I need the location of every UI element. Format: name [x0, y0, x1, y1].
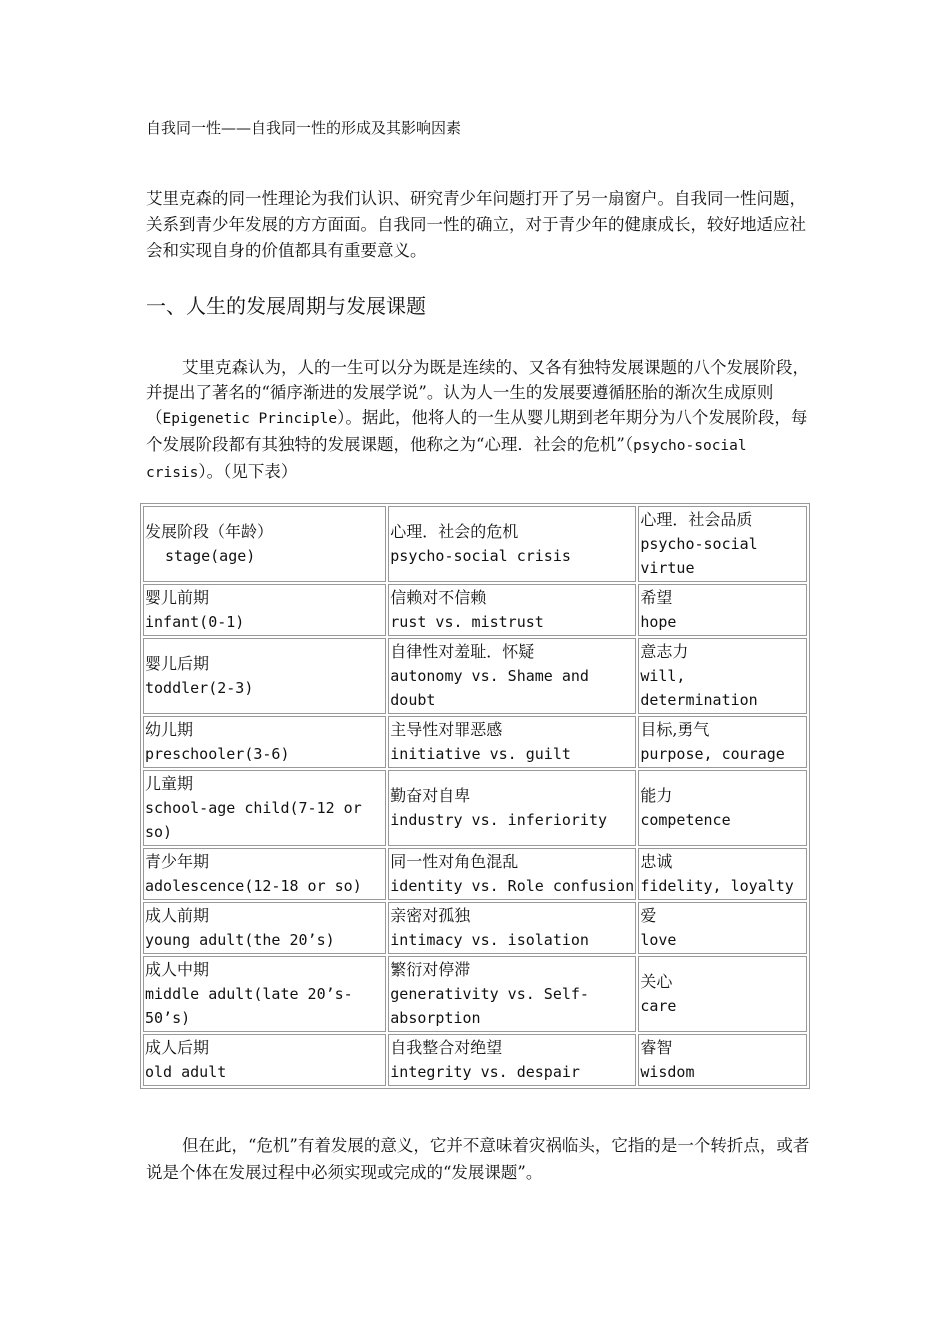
cell-text: 自我整合对绝望	[390, 1038, 503, 1057]
intro-paragraph: 艾里克森的同一性理论为我们认识、研究青少年问题打开了另一扇窗户。自我同一性问题，关系到青少年发展的方方面面。自我同一性的确立，对于青少年的健康成长，较好地适应社会和实现自身的价值都具有重要意义。	[146, 189, 806, 260]
cell-text: 意志力	[640, 642, 689, 661]
table-row	[143, 902, 807, 954]
cell-text: 勤奋对自卑	[390, 786, 471, 805]
header-virtue-en: psycho-social virtue	[640, 535, 758, 577]
cell-text: 忠诚	[640, 852, 673, 871]
page-title: 自我同一性——自我同一性的形成及其影响因素	[146, 119, 462, 137]
cell-crisis	[388, 584, 636, 636]
cell-text: care	[640, 997, 677, 1015]
cell-text: 关心	[640, 972, 673, 991]
cell-text: 婴儿前期	[145, 588, 210, 607]
cell-stage	[143, 716, 386, 768]
cell-text: 爱	[640, 906, 657, 925]
table-row	[143, 1034, 807, 1086]
cell-text: adolescence(12-18 or so)	[145, 877, 362, 895]
cell-crisis	[388, 1034, 636, 1086]
paragraph-text: ）。（见下表）	[198, 462, 298, 481]
cell-text: 主导性对罪恶感	[390, 720, 503, 739]
cell-stage	[143, 584, 386, 636]
cell-text: 亲密对孤独	[390, 906, 471, 925]
term-epigenetic: Epigenetic Principle	[162, 411, 338, 427]
header-crisis-zh: 心理．社会的危机	[390, 522, 519, 541]
cell-crisis	[388, 716, 636, 768]
cell-virtue	[638, 770, 807, 846]
cell-text: competence	[640, 811, 731, 829]
table-row	[143, 584, 807, 636]
cell-text: 青少年期	[145, 852, 210, 871]
table-row	[143, 638, 807, 714]
cell-text: 希望	[640, 588, 673, 607]
table-header-row	[143, 506, 807, 582]
cell-text: will, determination	[640, 667, 758, 709]
cell-text: love	[640, 931, 677, 949]
header-stage	[143, 506, 386, 582]
cell-virtue	[638, 638, 807, 714]
cell-virtue	[638, 902, 807, 954]
cell-text: 信赖对不信赖	[390, 588, 487, 607]
cell-crisis	[388, 902, 636, 954]
cell-text: 目标,勇气	[640, 720, 710, 739]
table-row	[143, 770, 807, 846]
cell-stage	[143, 638, 386, 714]
term-psychosocial: psycho-social crisis	[146, 438, 747, 481]
cell-virtue	[638, 584, 807, 636]
cell-text: 繁衍对停滞	[390, 960, 471, 979]
cell-text: purpose, courage	[640, 745, 785, 763]
paragraph-stages-intro	[146, 355, 810, 486]
cell-text: initiative vs. guilt	[390, 745, 571, 763]
table-row	[143, 956, 807, 1032]
cell-text: integrity vs. despair	[390, 1063, 580, 1081]
table-row	[143, 716, 807, 768]
cell-text: 成人前期	[145, 906, 210, 925]
cell-text: generativity vs. Self-absorption	[390, 985, 589, 1027]
cell-text: preschooler(3-6)	[145, 745, 290, 763]
table-row	[143, 848, 807, 900]
header-virtue	[638, 506, 807, 582]
cell-stage	[143, 956, 386, 1032]
paragraph-crisis-meaning: 但在此，“危机”有着发展的意义，它并不意味着灾祸临头，它指的是一个转折点，或者说是个体在发展过程中必须实现或完成的“发展课题”。	[146, 1136, 810, 1182]
cell-crisis	[388, 770, 636, 846]
cell-text: rust vs. mistrust	[390, 613, 544, 631]
cell-text: old adult	[145, 1063, 227, 1081]
cell-text: 同一性对角色混乱	[390, 852, 519, 871]
cell-crisis	[388, 848, 636, 900]
cell-text: middle adult(late 20’s-50’s)	[145, 985, 353, 1027]
cell-text: 儿童期	[145, 774, 194, 793]
cell-text: 能力	[640, 786, 673, 805]
cell-virtue	[638, 848, 807, 900]
cell-text: 婴儿后期	[145, 654, 210, 673]
cell-text: intimacy vs. isolation	[390, 931, 589, 949]
cell-text: infant(0-1)	[145, 613, 245, 631]
header-stage-en: stage(age)	[165, 547, 256, 565]
development-stages-table	[140, 503, 810, 1089]
cell-text: school-age child(7-12 or so)	[145, 799, 362, 841]
cell-virtue	[638, 716, 807, 768]
cell-virtue	[638, 956, 807, 1032]
section-heading: 一、人生的发展周期与发展课题	[146, 294, 426, 318]
cell-text: 睿智	[640, 1038, 673, 1057]
cell-virtue	[638, 1034, 807, 1086]
cell-crisis	[388, 638, 636, 714]
paragraph-text: ）。据此，他将人的一生从婴儿期到老年期分为八个发展阶段，每个发展阶段都有其独特的发展课题，他称之为“心理．社会的危机”（	[146, 408, 808, 454]
cell-text: 成人中期	[145, 960, 210, 979]
cell-text: fidelity, loyalty	[640, 877, 794, 895]
cell-stage	[143, 1034, 386, 1086]
cell-text: 幼儿期	[145, 720, 194, 739]
paragraph-text: 艾里克森认为，人的一生可以分为既是连续的、又各有独特发展课题的八个发展阶段，并提出了著名的“循序渐进的发展学说”。认为人一生的发展要遵循胚胎的渐次生成原则（	[146, 358, 809, 427]
cell-text: hope	[640, 613, 677, 631]
cell-text: toddler(2-3)	[145, 679, 254, 697]
cell-stage	[143, 848, 386, 900]
cell-text: autonomy vs. Shame and doubt	[390, 667, 589, 709]
header-virtue-zh: 心理．社会品质	[640, 510, 753, 529]
cell-crisis	[388, 956, 636, 1032]
cell-text: industry vs. inferiority	[390, 811, 608, 829]
cell-text: wisdom	[640, 1063, 695, 1081]
header-stage-zh: 发展阶段（年龄）	[145, 522, 274, 541]
cell-text: 自律性对羞耻．怀疑	[390, 642, 535, 661]
header-crisis	[388, 506, 636, 582]
cell-text: 成人后期	[145, 1038, 210, 1057]
header-crisis-en: psycho-social crisis	[390, 547, 571, 565]
cell-text: young adult(the 20’s)	[145, 931, 335, 949]
cell-stage	[143, 902, 386, 954]
cell-stage	[143, 770, 386, 846]
cell-text: identity vs. Role confusion	[390, 877, 635, 895]
